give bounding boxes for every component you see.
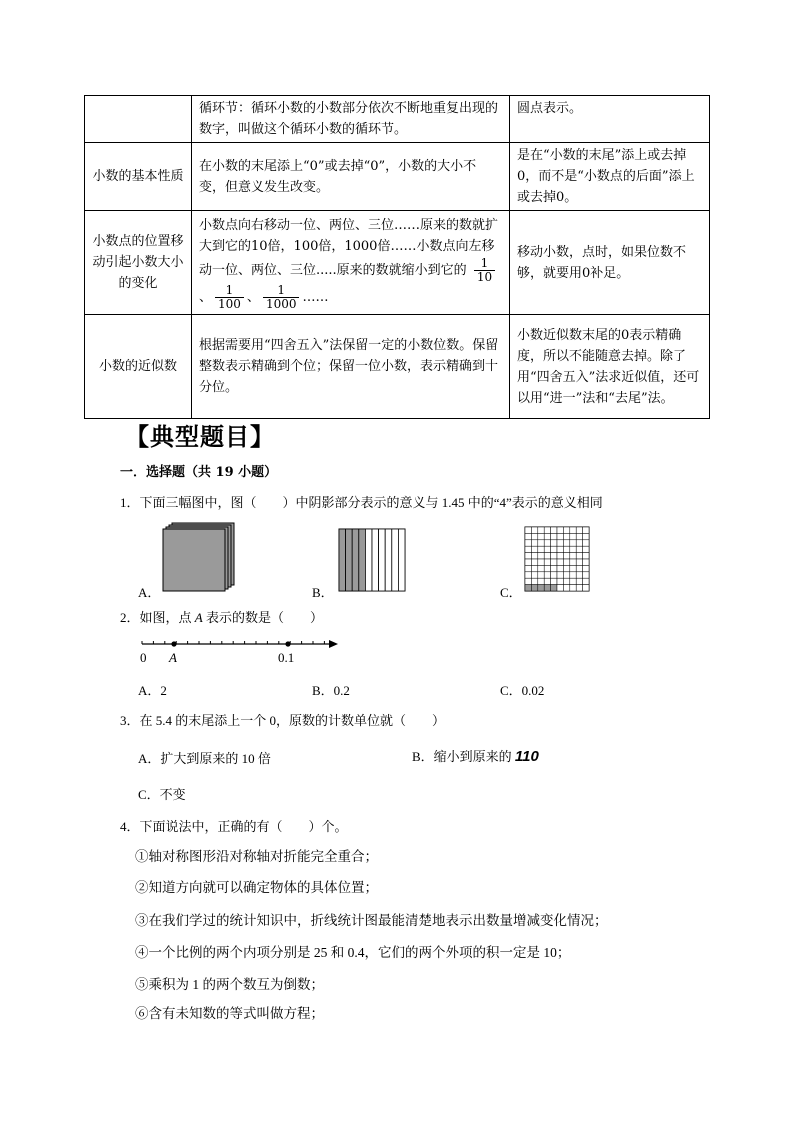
grid-cell bbox=[563, 578, 569, 584]
grid-cell bbox=[576, 565, 582, 571]
grid-cell bbox=[570, 527, 576, 533]
grid-cell bbox=[525, 540, 531, 546]
grid-cell bbox=[563, 553, 569, 559]
grid-cell bbox=[563, 585, 569, 591]
grid-cell bbox=[557, 533, 563, 539]
point-a-dot bbox=[171, 641, 176, 646]
option-a: A． bbox=[138, 585, 161, 600]
table-cell-note: 是在“小数的末尾”添上或去掉0，而不是“小数点的后面”添上或去掉0。 bbox=[510, 143, 710, 211]
option-b: B．0.2 bbox=[312, 683, 350, 698]
table-row bbox=[85, 96, 710, 143]
grid-cell bbox=[531, 559, 537, 565]
question-2-suffix: 表示的数是（ ） bbox=[202, 610, 323, 625]
grid-cell bbox=[531, 585, 537, 591]
grid-cell bbox=[563, 533, 569, 539]
grid-cell bbox=[570, 578, 576, 584]
point-01-dot bbox=[285, 641, 290, 646]
grid-cell bbox=[538, 572, 544, 578]
grid-cell bbox=[538, 527, 544, 533]
grid-cell bbox=[525, 565, 531, 571]
grid-cell bbox=[576, 572, 582, 578]
statement-1: ①轴对称图形沿对称轴对折能完全重合； bbox=[135, 849, 378, 864]
grid-cell bbox=[570, 540, 576, 546]
grid-cell bbox=[583, 565, 589, 571]
strip bbox=[346, 529, 353, 591]
grid-cell bbox=[583, 533, 589, 539]
grid-cell bbox=[531, 572, 537, 578]
grid-cell bbox=[525, 553, 531, 559]
table-row bbox=[85, 211, 710, 315]
grid-cell bbox=[551, 578, 557, 584]
option-a: A．扩大到原来的 10 倍 bbox=[138, 751, 271, 766]
grid-cell bbox=[557, 578, 563, 584]
grid-cell bbox=[538, 565, 544, 571]
figure-c-grid-square bbox=[524, 526, 590, 592]
grid-cell bbox=[544, 553, 550, 559]
move-right-text: 小数点向右移动一位、两位、三位……原来的数就扩大到它的10倍，100倍，1000倍…… bbox=[199, 217, 499, 254]
grid-cell bbox=[557, 585, 563, 591]
grid-cell bbox=[576, 540, 582, 546]
statement-6: ⑥含有未知数的等式叫做方程； bbox=[135, 1006, 324, 1021]
grid-cell bbox=[557, 540, 563, 546]
grid-cell bbox=[544, 527, 550, 533]
strip bbox=[339, 529, 346, 591]
grid-cell bbox=[544, 546, 550, 552]
fraction-thousandth bbox=[263, 284, 300, 311]
grid-cell bbox=[544, 540, 550, 546]
fraction-denominator: 1000 bbox=[265, 296, 297, 311]
section-title: 【典型题目】 bbox=[125, 422, 275, 451]
table-cell-name: 小数点的位置移动引起小数大小的变化 bbox=[85, 211, 192, 315]
grid-cell bbox=[576, 585, 582, 591]
grid-cell bbox=[583, 527, 589, 533]
strip bbox=[385, 529, 392, 591]
grid-cell bbox=[538, 533, 544, 539]
grid-cell bbox=[570, 533, 576, 539]
table-cell-name bbox=[85, 96, 192, 143]
grid-cell bbox=[583, 559, 589, 565]
question-4-text: 4．下面说法中，正确的有（ ）个。 bbox=[120, 819, 348, 834]
strip bbox=[379, 529, 386, 591]
option-b-text: B．缩小到原来的 bbox=[412, 749, 515, 764]
statement-2: ②知道方向就可以确定物体的具体位置； bbox=[135, 880, 378, 895]
statement-5: ⑤乘积为 1 的两个数互为倒数； bbox=[135, 977, 324, 992]
figure-b-striped-square bbox=[338, 528, 406, 592]
table-cell-content: 根据需要用“四舍五入”法保留一定的小数位数。保留整数表示精确到个位；保留一位小数，表示精确到十分位。 bbox=[192, 315, 510, 419]
grid-cell bbox=[576, 553, 582, 559]
grid-cell bbox=[538, 546, 544, 552]
grid-cell bbox=[531, 546, 537, 552]
point-label: A bbox=[194, 610, 203, 625]
table-cell-note: 移动小数，点时，如果位数不够，就要用0补足。 bbox=[510, 211, 710, 315]
question-group-heading: 一．选择题（共 19 小题） bbox=[120, 465, 278, 480]
grid-cell bbox=[557, 553, 563, 559]
grid-cell bbox=[570, 572, 576, 578]
grid-cell bbox=[583, 553, 589, 559]
grid-cell bbox=[563, 527, 569, 533]
grid-cell bbox=[551, 565, 557, 571]
grid-cell bbox=[525, 546, 531, 552]
grid-cell bbox=[583, 585, 589, 591]
fraction-numerator: 1 bbox=[263, 284, 300, 298]
fraction-hundredth bbox=[215, 284, 244, 311]
number-line bbox=[138, 634, 348, 670]
grid-cell bbox=[525, 572, 531, 578]
grid-cell bbox=[576, 527, 582, 533]
axis-arrow-icon bbox=[329, 640, 338, 648]
grid-cell bbox=[531, 553, 537, 559]
grid-cell bbox=[525, 578, 531, 584]
grid-cell bbox=[557, 559, 563, 565]
grid-cell bbox=[583, 572, 589, 578]
grid-cell bbox=[551, 553, 557, 559]
grid-cell bbox=[557, 527, 563, 533]
grid-cell bbox=[563, 559, 569, 565]
grid-cell bbox=[551, 527, 557, 533]
question-3-text: 3．在 5.4 的末尾添上一个 0，原数的计数单位就（ ） bbox=[120, 713, 446, 728]
grid-cell bbox=[538, 559, 544, 565]
grid-cell bbox=[538, 578, 544, 584]
grid-cell bbox=[563, 572, 569, 578]
grid-cell bbox=[576, 546, 582, 552]
axis-mark-label: 0.1 bbox=[278, 650, 295, 665]
grid-cell bbox=[531, 565, 537, 571]
grid-cell bbox=[551, 559, 557, 565]
option-a: A．2 bbox=[138, 683, 167, 698]
grid-cell bbox=[538, 585, 544, 591]
table-cell-note: 圆点表示。 bbox=[510, 96, 710, 143]
fraction-denominator: 10 bbox=[476, 269, 493, 284]
axis-point-label: A bbox=[169, 650, 177, 665]
grid-cell bbox=[544, 572, 550, 578]
strip bbox=[359, 529, 366, 591]
table-row bbox=[85, 315, 710, 419]
grid-cell bbox=[525, 559, 531, 565]
grid-cell bbox=[551, 572, 557, 578]
grid-cell bbox=[551, 546, 557, 552]
knowledge-table bbox=[84, 95, 710, 419]
table-cell-note: 小数近似数末尾的0表示精确度，所以不能随意去掉。除了用“四舍五入”法求近似值，还可以用“进一”法和“去尾”法。 bbox=[510, 315, 710, 419]
grid-cell bbox=[576, 559, 582, 565]
table-cell-content: 循环节：循环小数的小数部分依次不断地重复出现的数字，叫做这个循环小数的循环节。 bbox=[192, 96, 510, 143]
option-c: C．0.02 bbox=[500, 683, 545, 698]
grid-cell bbox=[544, 533, 550, 539]
grid-cell bbox=[557, 565, 563, 571]
option-b bbox=[412, 746, 539, 765]
grid-cell bbox=[538, 553, 544, 559]
grid-cell bbox=[563, 540, 569, 546]
question-2-prefix: 2．如图，点 bbox=[120, 610, 195, 625]
grid-cell bbox=[544, 578, 550, 584]
option-b-value: 110 bbox=[514, 748, 539, 765]
grid-cell bbox=[551, 540, 557, 546]
grid-cell bbox=[525, 585, 531, 591]
grid-cell bbox=[570, 546, 576, 552]
strip bbox=[392, 529, 399, 591]
strip bbox=[372, 529, 379, 591]
grid-cell bbox=[525, 527, 531, 533]
grid-cell bbox=[531, 578, 537, 584]
grid-cell bbox=[576, 578, 582, 584]
strip bbox=[398, 529, 405, 591]
statement-4: ④一个比例的两个内项分别是 25 和 0.4，它们的两个外项的积一定是 10； bbox=[135, 945, 571, 960]
statement-3: ③在我们学过的统计知识中，折线统计图最能清楚地表示出数量增减变化情况； bbox=[135, 913, 608, 928]
fraction-tenth bbox=[474, 257, 495, 284]
table-cell-name: 小数的基本性质 bbox=[85, 143, 192, 211]
fraction-numerator: 1 bbox=[474, 257, 495, 271]
grid-cell bbox=[551, 585, 557, 591]
grid-cell bbox=[531, 527, 537, 533]
grid-cell bbox=[583, 578, 589, 584]
option-c: C． bbox=[500, 585, 522, 600]
question-2-text bbox=[120, 607, 323, 626]
grid-cell bbox=[544, 585, 550, 591]
option-c: C．不变 bbox=[138, 787, 186, 802]
grid-cell bbox=[557, 546, 563, 552]
grid-cell bbox=[570, 585, 576, 591]
grid-cell bbox=[551, 533, 557, 539]
option-b: B． bbox=[312, 585, 334, 600]
grid-cell bbox=[544, 559, 550, 565]
strip bbox=[365, 529, 372, 591]
fraction-denominator: 100 bbox=[218, 296, 241, 311]
axis-zero-label: 0 bbox=[140, 650, 147, 665]
figure-a-stacked-squares bbox=[160, 522, 240, 592]
fraction-separator: 、 bbox=[246, 289, 260, 305]
strip bbox=[352, 529, 359, 591]
grid-cell bbox=[576, 533, 582, 539]
table-row bbox=[85, 143, 710, 211]
question-1-text: 1．下面三幅图中，图（ ）中阴影部分表示的意义与 1.45 中的“4”表示的意义相同 bbox=[120, 495, 603, 510]
grid-cell bbox=[570, 565, 576, 571]
table-cell-content bbox=[192, 211, 510, 315]
grid-cell bbox=[544, 565, 550, 571]
grid-cell bbox=[583, 546, 589, 552]
fraction-separator: 、 bbox=[199, 289, 213, 305]
grid-cell bbox=[583, 540, 589, 546]
grid-cell bbox=[557, 572, 563, 578]
grid-cell bbox=[570, 553, 576, 559]
grid-cell bbox=[525, 533, 531, 539]
fraction-numerator: 1 bbox=[215, 284, 244, 298]
grid-cell bbox=[531, 533, 537, 539]
move-left-text: 小数点向左移动一位、两位、三位.....原来的数就缩小到它的 bbox=[199, 238, 495, 278]
grid-cell bbox=[531, 540, 537, 546]
grid-cell bbox=[563, 546, 569, 552]
table-cell-name: 小数的近似数 bbox=[85, 315, 192, 419]
table-cell-content: 在小数的末尾添上“0”或去掉“0”，小数的大小不变，但意义发生改变。 bbox=[192, 143, 510, 211]
ellipsis: …… bbox=[302, 289, 329, 305]
grid-cell bbox=[563, 565, 569, 571]
grid-cell bbox=[538, 540, 544, 546]
grid-cell bbox=[570, 559, 576, 565]
